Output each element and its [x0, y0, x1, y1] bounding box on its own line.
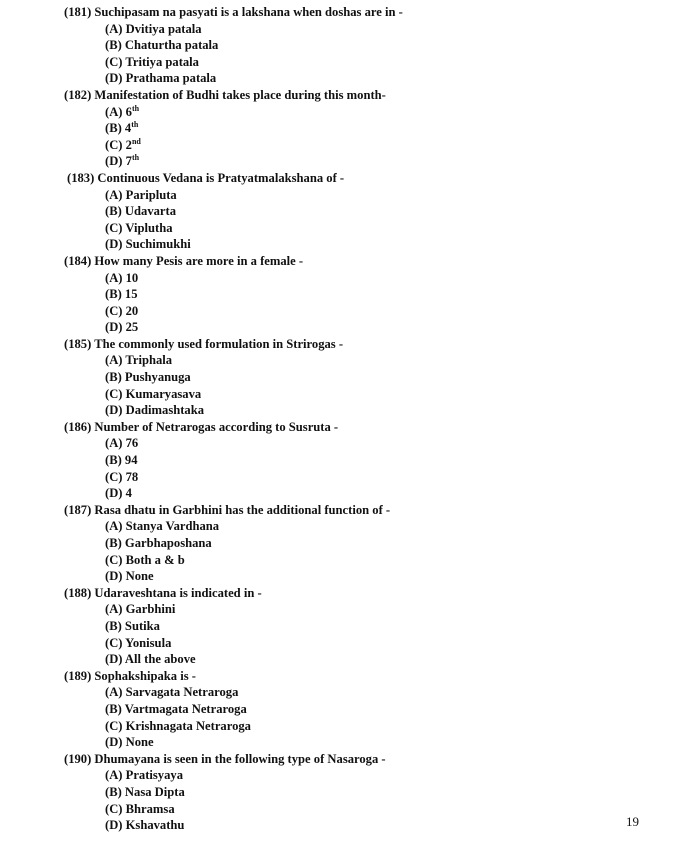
answer-option [64, 817, 664, 834]
answer-option-text: (D) 7 [105, 154, 132, 169]
question-block [64, 585, 664, 668]
answer-option [64, 187, 664, 204]
question-text: (186) Number of Netrarogas according to Susruta - [64, 419, 339, 434]
answer-option-text: (C) Both a & b [105, 552, 185, 567]
question-text: (184) How many Pesis are more in a female - [64, 253, 304, 268]
answer-option [64, 120, 664, 137]
answer-option [64, 352, 664, 369]
page-number: 19 [626, 814, 639, 829]
answer-option-text: (D) All the above [105, 652, 196, 667]
answer-option [64, 37, 664, 54]
answer-option-text: (A) 10 [105, 270, 139, 285]
question-text: (190) Dhumayana is seen in the following type of Nasaroga - [64, 751, 386, 766]
answer-option [64, 518, 664, 535]
question-text: (183) Continuous Vedana is Pratyatmalakshana of - [67, 170, 345, 185]
answer-option-text: (D) Suchimukhi [105, 237, 191, 252]
question-block [64, 87, 664, 170]
answer-option [64, 635, 664, 652]
answer-option [64, 601, 664, 618]
answer-option-text: (B) Garbhaposhana [105, 536, 212, 550]
answer-option-text: (A) Sarvagata Netraroga [105, 685, 239, 700]
answer-option-text: (D) Dadimashtaka [105, 403, 205, 418]
question-block [64, 336, 664, 419]
answer-option-text: (C) Viplutha [105, 220, 173, 235]
answer-option [64, 734, 664, 751]
answer-option [64, 104, 664, 121]
answer-option-text: (B) 4 [105, 121, 132, 136]
answer-option-text: (A) Triphala [105, 353, 173, 368]
answer-option-text: (D) None [105, 735, 154, 750]
question-text: (187) Rasa dhatu in Garbhini has the additional function of - [64, 502, 391, 517]
answer-option-text: (D) Prathama patala [105, 71, 217, 86]
question-text: (189) Sophakshipaka is - [64, 668, 196, 683]
answer-option [64, 552, 664, 569]
question-block [64, 4, 664, 87]
answer-option [64, 784, 664, 801]
answer-option [64, 286, 664, 303]
answer-option [64, 137, 664, 154]
answer-option [64, 70, 664, 87]
answer-option [64, 718, 664, 735]
answer-option [64, 54, 664, 71]
answer-option [64, 236, 664, 253]
answer-option-text: (C) Tritiya patala [105, 54, 199, 69]
question-text: (181) Suchipasam na pasyati is a lakshana when doshas are in - [64, 5, 403, 19]
question-block [64, 170, 664, 253]
question-text: (185) The commonly used formulation in Strirogas - [64, 336, 344, 351]
answer-option-text: (C) 78 [105, 469, 139, 484]
question-text: (188) Udaraveshtana is indicated in - [64, 585, 262, 600]
answer-option-text: (B) Pushyanuga [105, 370, 191, 385]
answer-option [64, 767, 664, 784]
answer-option-text: (C) Yonisula [105, 635, 172, 650]
answer-option-text: (B) Udavarta [105, 204, 177, 219]
question-text: (182) Manifestation of Budhi takes place during this month- [64, 87, 386, 102]
answer-option [64, 535, 664, 552]
answer-option-text: (B) Nasa Dipta [105, 784, 185, 799]
answer-option [64, 369, 664, 386]
answer-option-text: (B) Vartmagata Netraroga [105, 701, 247, 716]
ordinal-suffix: nd [131, 136, 141, 146]
answer-option-text: (C) 20 [105, 303, 139, 318]
answer-option [64, 153, 664, 170]
answer-option-text: (C) Krishnagata Netraroga [105, 718, 251, 733]
answer-option [64, 452, 664, 469]
question-block [64, 502, 664, 585]
question-block [64, 751, 664, 834]
answer-option [64, 319, 664, 336]
answer-option [64, 684, 664, 701]
answer-option [64, 303, 664, 320]
answer-option [64, 469, 664, 486]
answer-option-text: (B) 94 [105, 453, 138, 468]
answer-option-text: (C) Kumaryasava [105, 386, 202, 401]
answer-option-text: (A) Dvitiya patala [105, 21, 202, 36]
answer-option [64, 651, 664, 668]
answer-option-text: (C) Bhramsa [105, 801, 175, 816]
question-block [64, 668, 664, 751]
answer-option-text: (A) 76 [105, 436, 139, 451]
answer-option-text: (B) 15 [105, 287, 138, 302]
answer-option [64, 402, 664, 419]
answer-option [64, 386, 664, 403]
answer-option [64, 801, 664, 818]
answer-option-text: (D) None [105, 569, 154, 584]
ordinal-suffix: th [131, 120, 139, 130]
answer-option-text: (C) 2 [105, 137, 132, 152]
answer-option [64, 435, 664, 452]
answer-option-text: (A) Pratisyaya [105, 768, 183, 783]
answer-option-text: (A) Paripluta [105, 187, 177, 202]
answer-option [64, 618, 664, 635]
ordinal-suffix: th [131, 153, 140, 163]
answer-option [64, 203, 664, 220]
answer-option [64, 220, 664, 237]
answer-option [64, 568, 664, 585]
answer-option [64, 701, 664, 718]
question-block [64, 419, 664, 502]
answer-option-text: (B) Sutika [105, 618, 160, 633]
answer-option-text: (B) Chaturtha patala [105, 38, 219, 53]
answer-option [64, 21, 664, 38]
answer-option-text: (D) 25 [105, 320, 139, 335]
question-block [64, 253, 664, 336]
answer-option [64, 485, 664, 502]
answer-option [64, 270, 664, 287]
ordinal-suffix: th [131, 103, 140, 113]
answer-option-text: (A) 6 [105, 104, 132, 119]
answer-option-text: (A) Stanya Vardhana [105, 519, 220, 534]
question-list [64, 4, 664, 834]
answer-option-text: (A) Garbhini [105, 602, 176, 617]
answer-option-text: (D) Kshavathu [105, 818, 185, 833]
answer-option-text: (D) 4 [105, 486, 132, 501]
